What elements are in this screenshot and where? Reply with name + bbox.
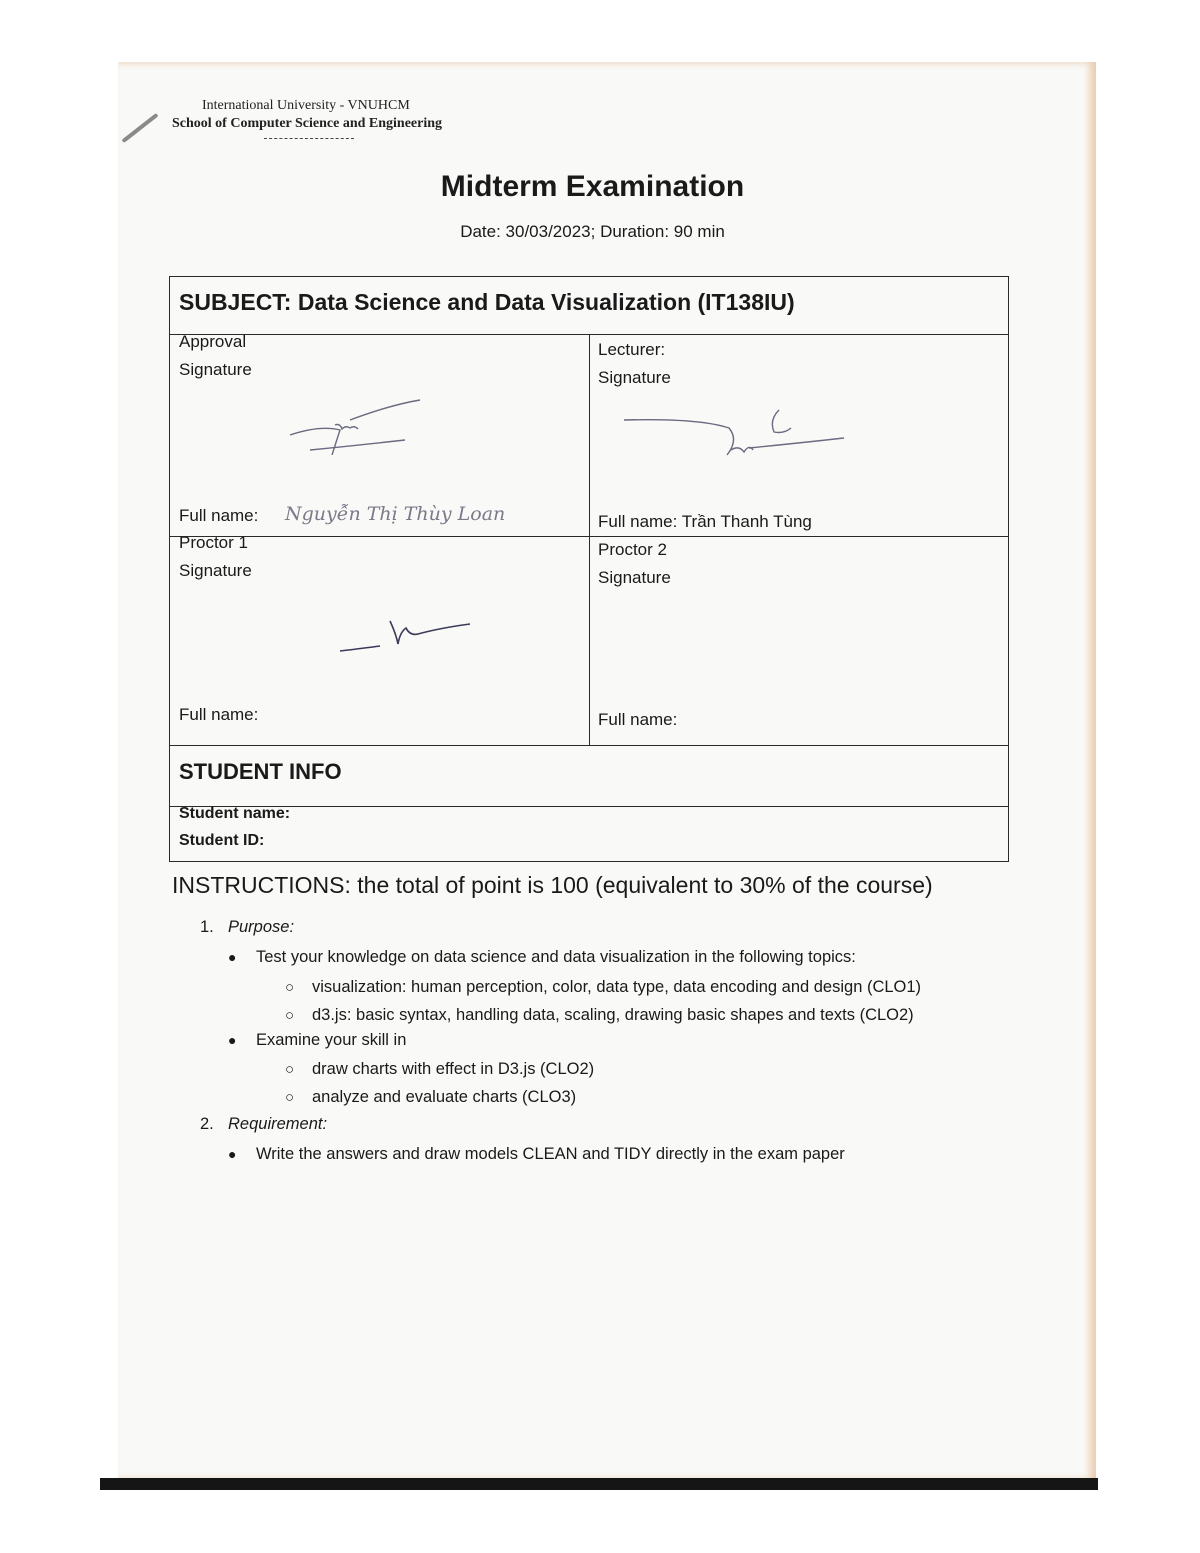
- student-info-heading: STUDENT INFO: [179, 759, 342, 784]
- proctor2-cell: [589, 536, 1008, 745]
- approval-full-name-label: Full name:: [179, 506, 259, 525]
- subitem-text: analyze and evaluate charts (CLO3): [312, 1088, 577, 1106]
- proctor1-signature-label: Signature: [179, 561, 252, 580]
- proctor2-role: Proctor 2: [598, 540, 667, 559]
- bullet-item: [228, 1031, 406, 1050]
- approval-cell: [170, 332, 589, 536]
- instructions-heading: INSTRUCTIONS: the total of point is 100 (equivalent to 30% of the course): [172, 872, 933, 898]
- circle-bullet-icon: ○: [285, 1089, 295, 1106]
- student-name-label: Student name:: [179, 805, 291, 822]
- proctor1-full-name-label: Full name:: [179, 705, 259, 724]
- bullet-icon: ●: [228, 949, 237, 965]
- lecturer-full-name: Full name: Trần Thanh Tùng: [598, 512, 812, 531]
- row-divider-student: [170, 745, 1008, 746]
- approval-role: Approval: [179, 332, 247, 351]
- section-purpose: [200, 918, 294, 937]
- bullet-item: [228, 948, 856, 967]
- section-requirement: [200, 1115, 327, 1134]
- exam-info-table: [169, 276, 1009, 862]
- subitem: [285, 1006, 914, 1025]
- subject-title: SUBJECT: Data Science and Data Visualization (IT138IU): [170, 277, 1008, 335]
- row-divider-student-fields: [170, 806, 1008, 807]
- exam-title: Midterm Examination: [440, 170, 745, 203]
- bullet-icon: ●: [228, 1032, 237, 1048]
- circle-bullet-icon: ○: [285, 1061, 295, 1078]
- proctor1-cell: [170, 533, 589, 745]
- bullet-item: [228, 1145, 845, 1164]
- section-title: Requirement:: [228, 1115, 328, 1133]
- student-id-label: Student ID:: [179, 832, 265, 849]
- lecturer-cell: [589, 335, 1008, 536]
- bullet-icon: ●: [228, 1146, 237, 1162]
- subitem: [285, 1060, 594, 1079]
- paper-shadow-edge: [100, 1478, 1098, 1490]
- approval-full-name-handwritten: Nguyễn Thị Thùy Loan: [285, 503, 506, 525]
- lecturer-signature-label: Signature: [598, 368, 671, 387]
- approval-signature-label: Signature: [179, 360, 252, 379]
- subitem-text: d3.js: basic syntax, handling data, scaling, drawing basic shapes and texts (CLO2): [312, 1006, 914, 1024]
- subitem-text: visualization: human perception, color, data type, data encoding and design (CLO1): [312, 978, 922, 996]
- university-name: International University - VNUHCM: [202, 98, 410, 113]
- proctor2-full-name-label: Full name:: [598, 710, 678, 729]
- header-divider: [264, 138, 354, 139]
- section-number: 1.: [200, 918, 214, 936]
- school-name: School of Computer Science and Engineering: [172, 116, 443, 131]
- exam-date: Date: 30/03/2023; Duration: 90 min: [460, 222, 725, 241]
- subitem: [285, 1088, 576, 1107]
- section-number: 2.: [200, 1115, 214, 1133]
- subitem: [285, 978, 921, 997]
- bullet-text: Write the answers and draw models CLEAN and TIDY directly in the exam paper: [256, 1145, 845, 1163]
- institution-header: [172, 98, 442, 139]
- proctor2-signature-label: Signature: [598, 568, 671, 587]
- lecturer-signature-image: [619, 400, 859, 470]
- proctor1-role: Proctor 1: [179, 533, 248, 552]
- lecturer-role: Lecturer:: [598, 340, 666, 359]
- proctor1-signature-image: [330, 606, 480, 661]
- bullet-text: Test your knowledge on data science and data visualization in the following topics:: [256, 948, 856, 966]
- section-title: Purpose:: [228, 918, 295, 936]
- circle-bullet-icon: ○: [285, 1007, 295, 1024]
- approval-signature-image: [280, 395, 430, 455]
- subitem-text: draw charts with effect in D3.js (CLO2): [312, 1060, 595, 1078]
- circle-bullet-icon: ○: [285, 979, 295, 996]
- bullet-text: Examine your skill in: [256, 1031, 407, 1049]
